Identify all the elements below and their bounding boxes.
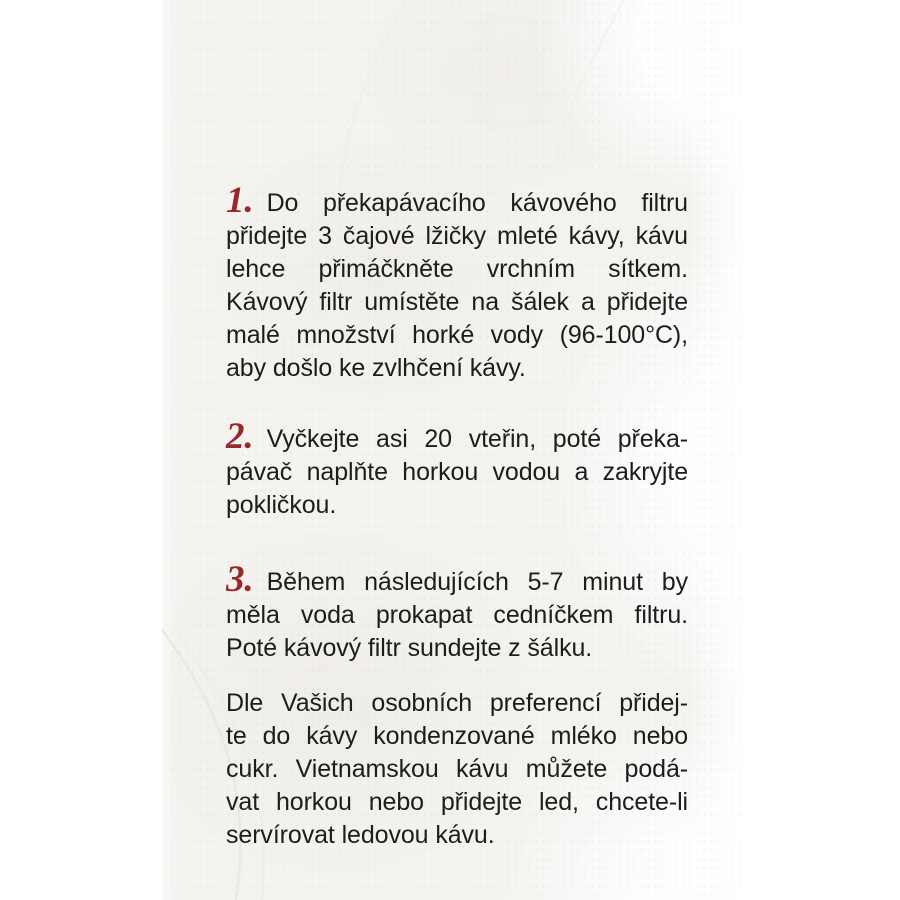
scanned-page [162,0,742,900]
text-line-content: servírovat ledovou kávu. [226,821,495,849]
text-line [226,559,688,600]
text-line-content: Do překapávacího kávového filtru [266,189,688,217]
instruction-step [226,687,688,852]
text-line-content: malé množství horké vody (96-100°C), [226,321,688,349]
text-line [226,819,688,852]
text-line [226,416,688,457]
text-line [226,253,688,286]
text-line-content: přidejte 3 čajové lžičky mleté kávy, kávu [226,222,688,250]
text-line-content: Poté kávový filtr sundejte z šálku. [226,634,593,662]
instruction-step [226,559,688,665]
text-line-content: aby došlo ke zvlhčení kávy. [226,354,526,382]
text-line [226,687,688,720]
text-line-content: Dle Vašich osobních preferencí přidej- [226,689,688,717]
step-number: 3. [226,559,254,600]
text-line [226,319,688,352]
text-line [226,720,688,753]
text-line-content: te do kávy kondenzované mléko nebo [226,722,688,750]
text-line [226,489,688,522]
text-line [226,220,688,253]
text-line [226,599,688,632]
instructions [226,0,688,852]
text-line [226,456,688,489]
text-line-content: lehce přimáčkněte vrchním sítkem. [226,255,688,283]
text-line-content: měla voda prokapat cedníčkem filtru. [226,601,688,629]
text-line [226,786,688,819]
text-line [226,286,688,319]
text-line-content: Kávový filtr umístěte na šálek a přidejte [226,288,688,316]
text-line [226,352,688,385]
text-line-content: cukr. Vietnamskou kávu můžete podá- [226,755,688,783]
step-number: 2. [226,416,254,457]
instruction-step [226,180,688,385]
text-line-content: pávač naplňte horkou vodou a zakryjte [226,458,688,486]
text-line-content: pokličkou. [226,491,337,519]
text-line-content: vat horkou nebo přidejte led, chcete-li [226,788,688,816]
text-line [226,180,688,221]
text-line-content: Během následujících 5-7 minut by [266,568,688,596]
step-number: 1. [226,180,254,221]
text-line [226,632,688,665]
instruction-step [226,416,688,522]
text-line [226,753,688,786]
text-line-content: Vyčkejte asi 20 vteřin, poté překa- [266,425,688,453]
